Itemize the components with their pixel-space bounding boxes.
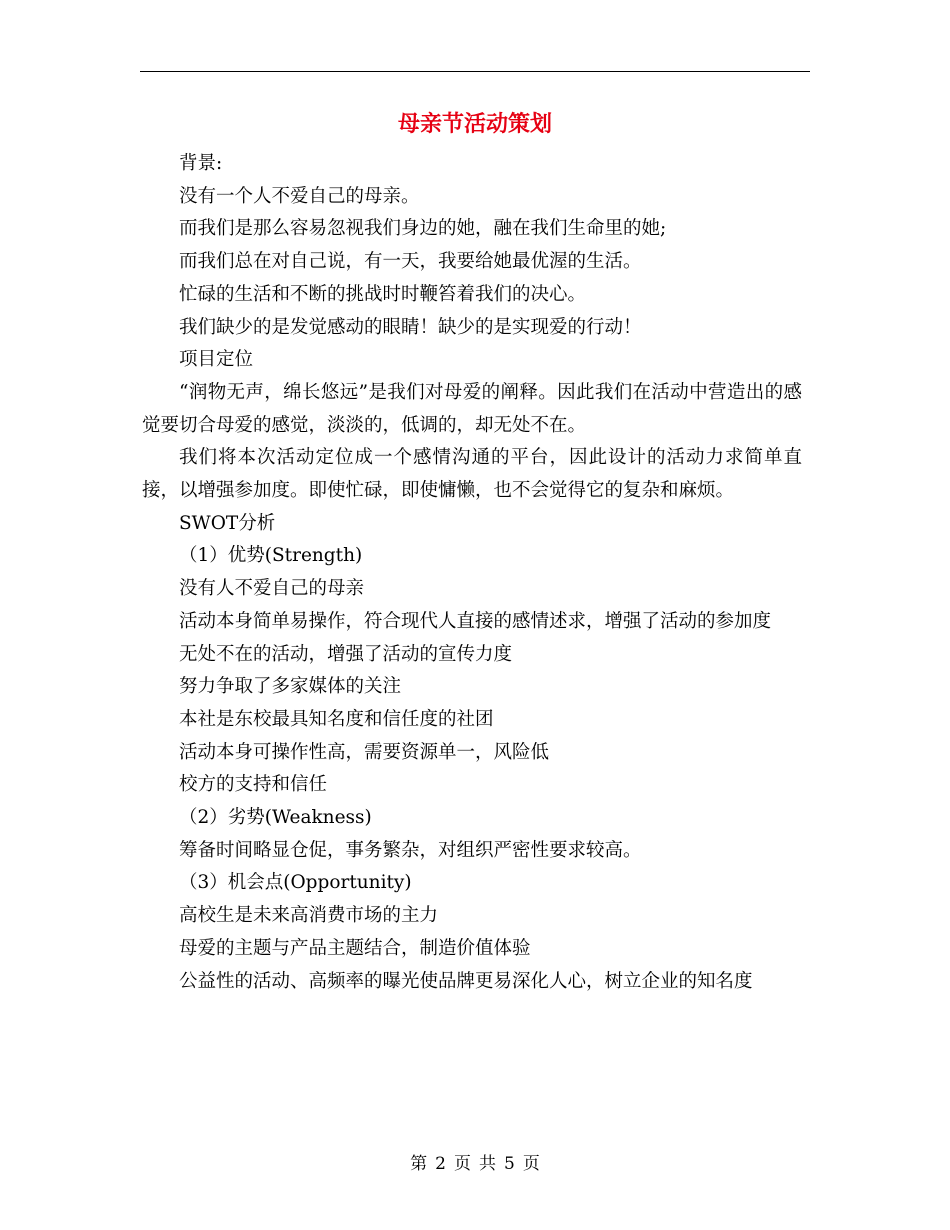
- list-item: 校方的支持和信任: [179, 774, 328, 796]
- header-rule: [140, 71, 810, 72]
- paragraph: 而我们总在对自己说，有一天，我要给她最优渥的生活。: [179, 251, 642, 273]
- list-item: 公益性的活动、高频率的曝光使品牌更易深化人心，树立企业的知名度: [179, 970, 753, 992]
- paragraph: 我们将本次活动定位成一个感情沟通的平台，因此设计的活动力求简单直接，以增强参加度。即使忙碌，即使慵懒，也不会觉得它的复杂和麻烦。: [142, 447, 802, 502]
- list-item: 本社是东校最具知名度和信任度的社团: [179, 708, 494, 730]
- footer-prefix: 第: [410, 1154, 428, 1174]
- subsection-heading: （1）优势(Strength): [179, 545, 363, 567]
- list-item: 母爱的主题与产品主题结合，制造价值体验: [179, 937, 531, 959]
- list-item: 无处不在的活动，增强了活动的宣传力度: [179, 643, 513, 665]
- list-item: 活动本身简单易操作，符合现代人直接的感情述求，增强了活动的参加度: [179, 610, 772, 632]
- paragraph: “润物无声，绵长悠远”是我们对母爱的阐释。因此我们在活动中营造出的感觉要切合母爱的感觉，淡淡的，低调的，却无处不在。: [142, 381, 802, 436]
- paragraph: 而我们是那么容易忽视我们身边的她，融在我们生命里的她;: [179, 218, 667, 240]
- paragraph: 没有一个人不爱自己的母亲。: [179, 185, 420, 207]
- list-item: 活动本身可操作性高，需要资源单一，风险低: [179, 741, 550, 763]
- paragraph: 忙碌的生活和不断的挑战时时鞭笞着我们的决心。: [179, 283, 587, 305]
- paragraph: 背景:: [179, 153, 223, 174]
- section-heading: SWOT分析: [179, 512, 276, 534]
- paragraph: 我们缺少的是发觉感动的眼睛！缺少的是实现爱的行动！: [179, 316, 642, 338]
- list-item: 努力争取了多家媒体的关注: [179, 676, 402, 698]
- footer-suffix: 页: [522, 1154, 540, 1174]
- footer-total-pages: 5: [504, 1154, 515, 1174]
- document-body: [142, 148, 802, 998]
- page-footer: [0, 1150, 950, 1178]
- section-heading: 项目定位: [179, 349, 254, 371]
- document-title: 母亲节活动策划: [397, 112, 552, 137]
- subsection-heading: （2）劣势(Weakness): [179, 807, 372, 829]
- footer-total-word: 共: [479, 1154, 496, 1174]
- list-item: 高校生是未来高消费市场的主力: [179, 905, 439, 927]
- footer-current-page: 2: [435, 1154, 446, 1174]
- footer-page-word: 页: [454, 1154, 471, 1174]
- list-item: 筹备时间略显仓促，事务繁杂，对组织严密性要求较高。: [179, 839, 642, 861]
- subsection-heading: （3）机会点(Opportunity): [179, 872, 412, 894]
- list-item: 没有人不爱自己的母亲: [179, 578, 365, 600]
